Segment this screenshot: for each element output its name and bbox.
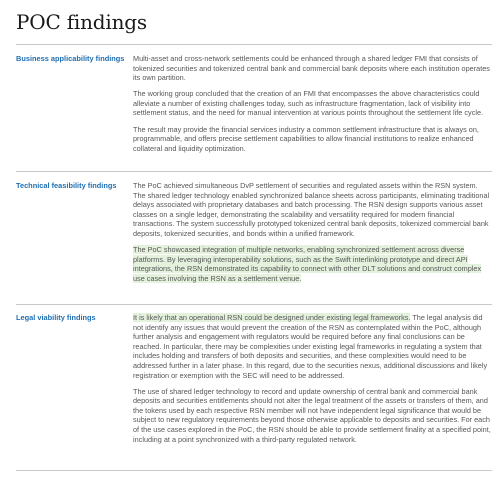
paragraph [133,313,492,380]
paragraph [133,125,492,154]
divider [16,304,492,305]
paragraph [133,181,492,239]
section-body [133,181,492,290]
paragraph [133,54,492,83]
section-body [133,54,492,160]
highlighted-text: The PoC showcased integration of multiple networks, enabling synchronized settlement across diverse platforms. By leveraging interoperability solutions, such as the Swift interlinking prototype and direct API integrations, the RSN demonstrated its capability to connect with other DLT solutions and construct complex use cases involving the RSN as a settlement venue. [133,245,482,283]
page-title: POC findings [16,10,147,34]
paragraph-text: The result may provide the financial services industry a common settlement infrastructure that is always on, programmable, and offers precise settlement capabilities to allow financial institutions to realize enhanced collateral and liquidity optimization. [133,124,479,153]
section-heading: Business applicability findings [16,54,125,63]
paragraph-text: The use of shared ledger technology to record and update ownership of central bank and commercial bank deposits and securities entitlements should not alter the legal treatment of the assets or transfers of them, and the tokens used by each respective RSN member will not have independent legal significance that would be subject to new regulatory requirements beyond those otherwise applicable to deposits and securities. For each of the use cases explored in the PoC, the RSN should be able to provide settlement finality at a specified point, including at a point synchronized with a third-party regulated network. [133,386,491,444]
highlighted-text: It is likely that an operational RSN could be designed under existing legal frameworks. [133,313,411,322]
section-heading: Technical feasibility findings [16,181,117,190]
divider [16,171,492,172]
paragraph-text: The legal analysis did not identify any issues that would prevent the creation of the RSN as contemplated within the PoC, although further analysis and engagement with regulators would be required before any final conclusions can be reached. In particular, there may be complexities under existing legal frameworks in regulating a system that includes holding and transfers of both deposits and securities, and these complexities would need to be addressed further in a later phase. In this regard, due to the securities nexus, additional discussions and likely registration or exemption with the SEC will need to be addressed. [133,313,488,380]
paragraph [133,387,492,445]
divider [16,44,492,45]
paragraph-text: The working group concluded that the creation of an FMI that encompasses the above characteristics could alleviate a number of existing challenges today, such as infrastructure fragmentation, lack of visibility into settlement status, and the need for manual intervention at various points throughout the settlement life cycle. [133,89,484,118]
paragraph [133,89,492,118]
section-heading: Legal viability findings [16,313,96,322]
paragraph [133,245,492,283]
paragraph-text: Multi-asset and cross-network settlements could be enhanced through a shared ledger FMI that consists of tokenized securities and tokenized central bank and commercial bank deposits where each institution operates its own partition. [133,54,490,83]
divider [16,470,492,471]
section-body [133,313,492,451]
paragraph-text: The PoC achieved simultaneous DvP settlement of securities and regulated assets within the RSN system. The shared ledger technology enabled synchronized balance sheets across participants, eliminating traditional delays associated with proprietary databases and batch processing. The RSN design supports various asset classes on a single ledger, demonstrating the scalability and versatility required for modern financial transactions. The system successfully prototyped tokenized central bank deposits, tokenized commercial bank deposits, tokenized securities, and bonds within a unified framework. [133,181,490,238]
